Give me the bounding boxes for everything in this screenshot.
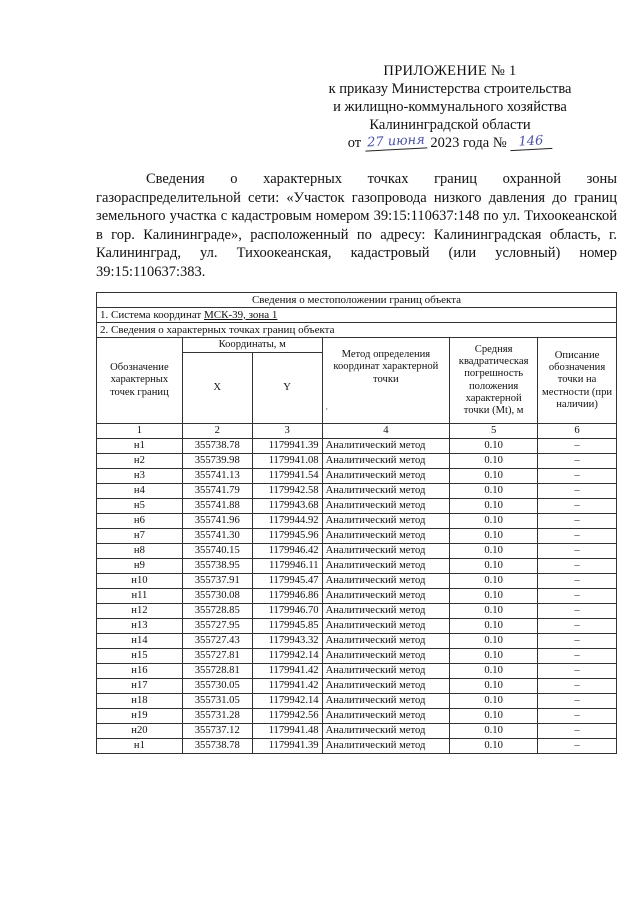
x-coordinate: 355737.91 bbox=[182, 574, 252, 589]
method-value: Аналитический метод bbox=[322, 709, 450, 724]
accuracy-value: 0.10 bbox=[450, 649, 538, 664]
y-coordinate: 1179941.08 bbox=[252, 454, 322, 469]
header-accuracy: Средняя квадратическая погрешность положения характерной точки (Mt), м bbox=[450, 338, 538, 424]
accuracy-value: 0.10 bbox=[450, 559, 538, 574]
column-number: 4 bbox=[322, 424, 450, 439]
point-label: н2 bbox=[97, 454, 183, 469]
y-coordinate: 1179945.96 bbox=[252, 529, 322, 544]
header-point: Обозначение характерных точек границ bbox=[97, 338, 183, 424]
header-coordinates: Координаты, м bbox=[182, 338, 322, 353]
x-coordinate: 355731.05 bbox=[182, 694, 252, 709]
accuracy-value: 0.10 bbox=[450, 589, 538, 604]
description-value: – bbox=[538, 484, 617, 499]
x-coordinate: 355741.88 bbox=[182, 499, 252, 514]
coordinate-system-value: МСК-39, зона 1 bbox=[203, 308, 278, 321]
accuracy-value: 0.10 bbox=[450, 514, 538, 529]
method-value: Аналитический метод bbox=[322, 589, 450, 604]
table-row bbox=[97, 679, 617, 694]
y-coordinate: 1179941.39 bbox=[252, 739, 322, 754]
method-value: Аналитический метод bbox=[322, 724, 450, 739]
accuracy-value: 0.10 bbox=[450, 604, 538, 619]
x-coordinate: 355737.12 bbox=[182, 724, 252, 739]
table-row bbox=[97, 454, 617, 469]
method-value: Аналитический метод bbox=[322, 469, 450, 484]
coordinate-system-row bbox=[97, 308, 617, 323]
y-coordinate: 1179941.42 bbox=[252, 664, 322, 679]
description-value: – bbox=[538, 724, 617, 739]
point-label: н20 bbox=[97, 724, 183, 739]
handwritten-date: 27 июня bbox=[364, 132, 427, 151]
table-row bbox=[97, 469, 617, 484]
header-line: и жилищно-коммунального хозяйства bbox=[333, 99, 567, 115]
accuracy-value: 0.10 bbox=[450, 709, 538, 724]
appendix-title: ПРИЛОЖЕНИЕ № 1 bbox=[383, 63, 517, 79]
column-number: 1 bbox=[97, 424, 183, 439]
x-coordinate: 355739.98 bbox=[182, 454, 252, 469]
y-coordinate: 1179941.39 bbox=[252, 439, 322, 454]
point-label: н10 bbox=[97, 574, 183, 589]
point-label: н8 bbox=[97, 544, 183, 559]
table-row bbox=[97, 619, 617, 634]
coordinates-table bbox=[96, 292, 617, 754]
y-coordinate: 1179943.32 bbox=[252, 634, 322, 649]
table-row bbox=[97, 724, 617, 739]
accuracy-value: 0.10 bbox=[450, 619, 538, 634]
header-line: к приказу Министерства строительства bbox=[328, 81, 572, 97]
y-coordinate: 1179946.42 bbox=[252, 544, 322, 559]
point-label: н4 bbox=[97, 484, 183, 499]
point-label: н12 bbox=[97, 604, 183, 619]
description-value: – bbox=[538, 604, 617, 619]
y-coordinate: 1179944.92 bbox=[252, 514, 322, 529]
y-coordinate: 1179942.58 bbox=[252, 484, 322, 499]
accuracy-value: 0.10 bbox=[450, 469, 538, 484]
accuracy-value: 0.10 bbox=[450, 439, 538, 454]
header-y: Y bbox=[252, 353, 322, 424]
header-x: X bbox=[182, 353, 252, 424]
accuracy-value: 0.10 bbox=[450, 529, 538, 544]
table-row bbox=[97, 529, 617, 544]
point-rows bbox=[97, 439, 617, 754]
description-value: – bbox=[538, 439, 617, 454]
method-value: Аналитический метод bbox=[322, 619, 450, 634]
description-value: – bbox=[538, 544, 617, 559]
description-value: – bbox=[538, 589, 617, 604]
description-value: – bbox=[538, 619, 617, 634]
point-label: н15 bbox=[97, 649, 183, 664]
y-coordinate: 1179941.42 bbox=[252, 679, 322, 694]
description-value: – bbox=[538, 529, 617, 544]
y-coordinate: 1179946.86 bbox=[252, 589, 322, 604]
accuracy-value: 0.10 bbox=[450, 484, 538, 499]
table-row bbox=[97, 574, 617, 589]
x-coordinate: 355727.43 bbox=[182, 634, 252, 649]
y-coordinate: 1179945.47 bbox=[252, 574, 322, 589]
table-row bbox=[97, 739, 617, 754]
description-value: – bbox=[538, 454, 617, 469]
table-row bbox=[97, 484, 617, 499]
header-method: Метод определения координат характерной точки bbox=[333, 349, 439, 385]
method-value: Аналитический метод bbox=[322, 544, 450, 559]
y-coordinate: 1179941.54 bbox=[252, 469, 322, 484]
point-label: н17 bbox=[97, 679, 183, 694]
column-number: 5 bbox=[450, 424, 538, 439]
x-coordinate: 355741.13 bbox=[182, 469, 252, 484]
table-caption: Сведения о местоположении границ объекта bbox=[97, 293, 617, 308]
point-label: н6 bbox=[97, 514, 183, 529]
x-coordinate: 355741.30 bbox=[182, 529, 252, 544]
year-text: 2023 года № bbox=[430, 135, 507, 151]
table-caption-row bbox=[97, 293, 617, 308]
method-value: Аналитический метод bbox=[322, 529, 450, 544]
column-number-row bbox=[97, 424, 617, 439]
column-header-row bbox=[97, 338, 617, 353]
accuracy-value: 0.10 bbox=[450, 724, 538, 739]
y-coordinate: 1179943.68 bbox=[252, 499, 322, 514]
y-coordinate: 1179946.70 bbox=[252, 604, 322, 619]
method-value: Аналитический метод bbox=[322, 679, 450, 694]
x-coordinate: 355741.96 bbox=[182, 514, 252, 529]
method-value: Аналитический метод bbox=[322, 604, 450, 619]
point-label: н14 bbox=[97, 634, 183, 649]
x-coordinate: 355727.81 bbox=[182, 649, 252, 664]
description-value: – bbox=[538, 694, 617, 709]
header-method-cell bbox=[322, 338, 450, 424]
description-value: – bbox=[538, 634, 617, 649]
header-method-mark: , bbox=[325, 400, 328, 411]
y-coordinate: 1179942.56 bbox=[252, 709, 322, 724]
description-value: – bbox=[538, 649, 617, 664]
method-value: Аналитический метод bbox=[322, 694, 450, 709]
y-coordinate: 1179942.14 bbox=[252, 694, 322, 709]
table-row bbox=[97, 694, 617, 709]
method-value: Аналитический метод bbox=[322, 499, 450, 514]
accuracy-value: 0.10 bbox=[450, 679, 538, 694]
table-row bbox=[97, 589, 617, 604]
x-coordinate: 355727.95 bbox=[182, 619, 252, 634]
table-row bbox=[97, 499, 617, 514]
method-value: Аналитический метод bbox=[322, 484, 450, 499]
handwritten-order-number: 146 bbox=[510, 133, 553, 151]
point-label: н19 bbox=[97, 709, 183, 724]
accuracy-value: 0.10 bbox=[450, 454, 538, 469]
table-row bbox=[97, 664, 617, 679]
y-coordinate: 1179946.11 bbox=[252, 559, 322, 574]
method-value: Аналитический метод bbox=[322, 454, 450, 469]
table-row bbox=[97, 514, 617, 529]
table-row bbox=[97, 649, 617, 664]
method-value: Аналитический метод bbox=[322, 664, 450, 679]
date-prefix: от bbox=[347, 135, 362, 151]
y-coordinate: 1179945.85 bbox=[252, 619, 322, 634]
accuracy-value: 0.10 bbox=[450, 574, 538, 589]
point-label: н11 bbox=[97, 589, 183, 604]
accuracy-value: 0.10 bbox=[450, 694, 538, 709]
table-row bbox=[97, 634, 617, 649]
coordinate-system-cell bbox=[97, 308, 617, 323]
point-label: н16 bbox=[97, 664, 183, 679]
accuracy-value: 0.10 bbox=[450, 634, 538, 649]
point-label: н1 bbox=[97, 439, 183, 454]
table-row bbox=[97, 439, 617, 454]
description-value: – bbox=[538, 679, 617, 694]
accuracy-value: 0.10 bbox=[450, 664, 538, 679]
point-label: н5 bbox=[97, 499, 183, 514]
header-line: Калининградской области bbox=[369, 117, 531, 133]
x-coordinate: 355731.28 bbox=[182, 709, 252, 724]
description-value: – bbox=[538, 559, 617, 574]
column-number: 3 bbox=[252, 424, 322, 439]
x-coordinate: 355741.79 bbox=[182, 484, 252, 499]
order-date-line bbox=[300, 134, 600, 152]
description-value: – bbox=[538, 514, 617, 529]
accuracy-value: 0.10 bbox=[450, 544, 538, 559]
method-value: Аналитический метод bbox=[322, 649, 450, 664]
point-label: н9 bbox=[97, 559, 183, 574]
description-value: – bbox=[538, 469, 617, 484]
method-value: Аналитический метод bbox=[322, 574, 450, 589]
x-coordinate: 355728.85 bbox=[182, 604, 252, 619]
x-coordinate: 355738.78 bbox=[182, 439, 252, 454]
y-coordinate: 1179942.14 bbox=[252, 649, 322, 664]
coordinate-system-label: 1. Система координат bbox=[100, 308, 204, 321]
method-value: Аналитический метод bbox=[322, 439, 450, 454]
description-value: – bbox=[538, 574, 617, 589]
appendix-header bbox=[300, 62, 600, 152]
y-coordinate: 1179941.48 bbox=[252, 724, 322, 739]
accuracy-value: 0.10 bbox=[450, 739, 538, 754]
section-2-title: 2. Сведения о характерных точках границ объекта bbox=[97, 323, 617, 338]
x-coordinate: 355728.81 bbox=[182, 664, 252, 679]
point-label: н18 bbox=[97, 694, 183, 709]
point-label: н1 bbox=[97, 739, 183, 754]
intro-paragraph: Сведения о характерных точках границ охранной зоны газораспределительной сети: «Участок газопровода низкого давления до границ земельного участка с кадастровым номером 39:15:110637:148 по ул. Тихоокеанской в гор. Калининграде», расположенный по адресу: Калининградская область, г. Калининград, ул. Тихоокеанская, кадастровый (или условный) номер 39:15:110637:383. bbox=[96, 171, 617, 280]
point-label: н13 bbox=[97, 619, 183, 634]
table-row bbox=[97, 559, 617, 574]
table-row bbox=[97, 604, 617, 619]
column-number: 6 bbox=[538, 424, 617, 439]
point-label: н3 bbox=[97, 469, 183, 484]
column-number: 2 bbox=[182, 424, 252, 439]
point-label: н7 bbox=[97, 529, 183, 544]
table-row bbox=[97, 544, 617, 559]
method-value: Аналитический метод bbox=[322, 559, 450, 574]
x-coordinate: 355730.05 bbox=[182, 679, 252, 694]
description-value: – bbox=[538, 739, 617, 754]
table-row bbox=[97, 709, 617, 724]
method-value: Аналитический метод bbox=[322, 634, 450, 649]
header-description: Описание обозначения точки на местности (при наличии) bbox=[538, 338, 617, 424]
method-value: Аналитический метод bbox=[322, 514, 450, 529]
description-value: – bbox=[538, 709, 617, 724]
method-value: Аналитический метод bbox=[322, 739, 450, 754]
x-coordinate: 355730.08 bbox=[182, 589, 252, 604]
description-value: – bbox=[538, 499, 617, 514]
section-2-row bbox=[97, 323, 617, 338]
description-value: – bbox=[538, 664, 617, 679]
x-coordinate: 355738.95 bbox=[182, 559, 252, 574]
accuracy-value: 0.10 bbox=[450, 499, 538, 514]
x-coordinate: 355740.15 bbox=[182, 544, 252, 559]
x-coordinate: 355738.78 bbox=[182, 739, 252, 754]
